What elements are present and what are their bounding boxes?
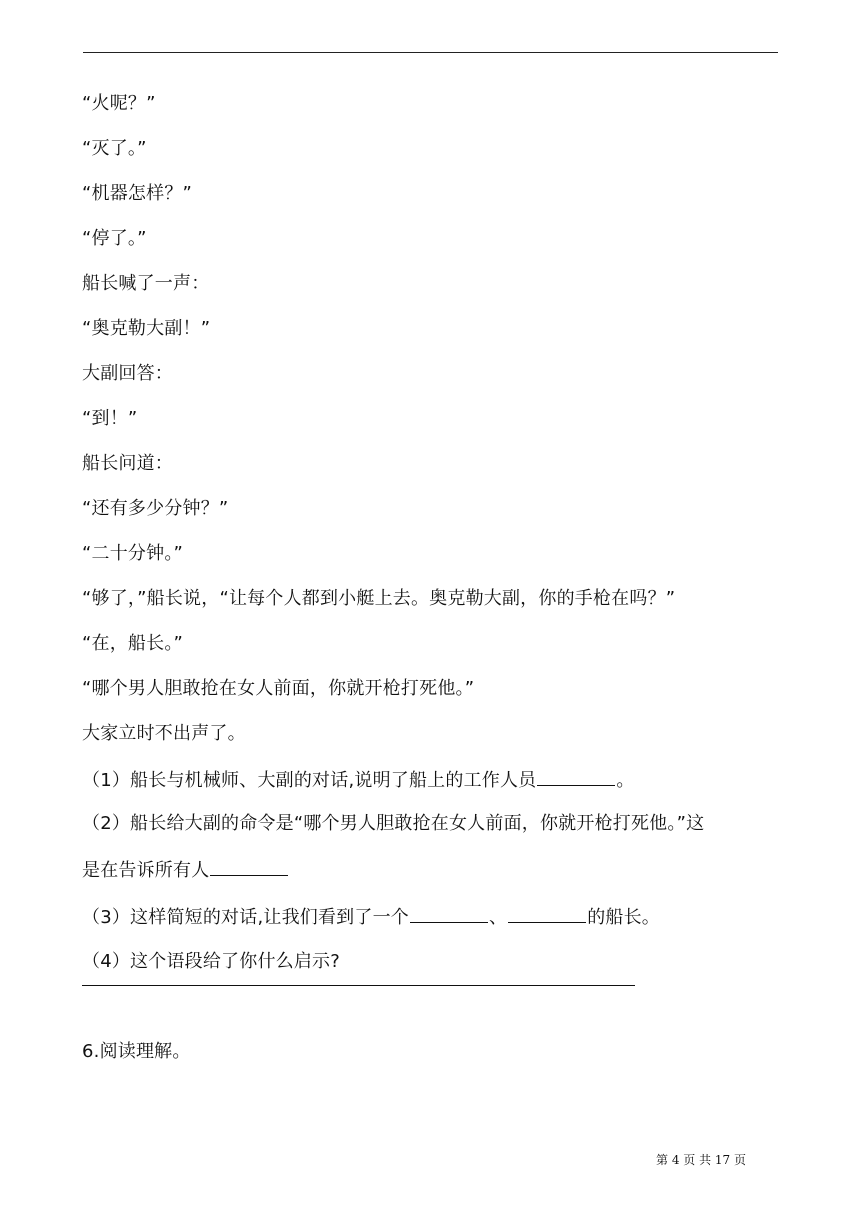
answer-blank[interactable] [210, 857, 288, 876]
answer-blank[interactable] [537, 767, 615, 786]
question-4: （4）这个语段给了你什么启示? [82, 951, 341, 972]
question-3-sep: 、 [488, 907, 508, 928]
dialogue-line: “停了。” [82, 228, 147, 249]
next-item-heading: 6.阅读理解。 [82, 1041, 191, 1062]
question-1-text: （1）船长与机械师、大副的对话,说明了船上的工作人员 [82, 770, 537, 791]
question-2-text: 是在告诉所有人 [82, 860, 210, 881]
dialogue-line: “二十分钟。” [82, 543, 184, 564]
header-rule [83, 52, 778, 53]
dialogue-line: “机器怎样？” [82, 183, 193, 204]
question-1 [82, 767, 635, 793]
dialogue-line: “灭了。” [82, 138, 147, 159]
dialogue-line: “哪个男人胆敢抢在女人前面，你就开枪打死他。” [82, 678, 475, 699]
question-3 [82, 904, 660, 930]
dialogue-line: “在，船长。” [82, 633, 184, 654]
dialogue-line: 船长问道： [82, 453, 173, 474]
answer-blank[interactable] [410, 904, 488, 923]
dialogue-line: “奥克勒大副！” [82, 318, 211, 339]
question-2-line-2 [82, 857, 289, 883]
dialogue-line: “火呢？” [82, 93, 156, 114]
question-2-line-1: （2）船长给大副的命令是“哪个男人胆敢抢在女人前面，你就开枪打死他。”这 [82, 813, 705, 834]
question-1-tail: 。 [616, 770, 635, 791]
answer-blank[interactable] [508, 904, 586, 923]
dialogue-line: 大家立时不出声了。 [82, 723, 246, 744]
dialogue-line: 大副回答： [82, 363, 173, 384]
answer-line[interactable] [82, 985, 635, 986]
dialogue-line: “到！” [82, 408, 138, 429]
dialogue-line: 船长喊了一声： [82, 273, 210, 294]
page-footer: 第 4 页 共 17 页 [656, 1153, 746, 1167]
dialogue-line: “够了，”船长说，“让每个人都到小艇上去。奥克勒大副，你的手枪在吗？” [82, 588, 676, 609]
question-3-tail: 的船长。 [587, 907, 660, 928]
dialogue-line: “还有多少分钟？” [82, 498, 229, 519]
question-3-text: （3）这样简短的对话,让我们看到了一个 [82, 907, 409, 928]
